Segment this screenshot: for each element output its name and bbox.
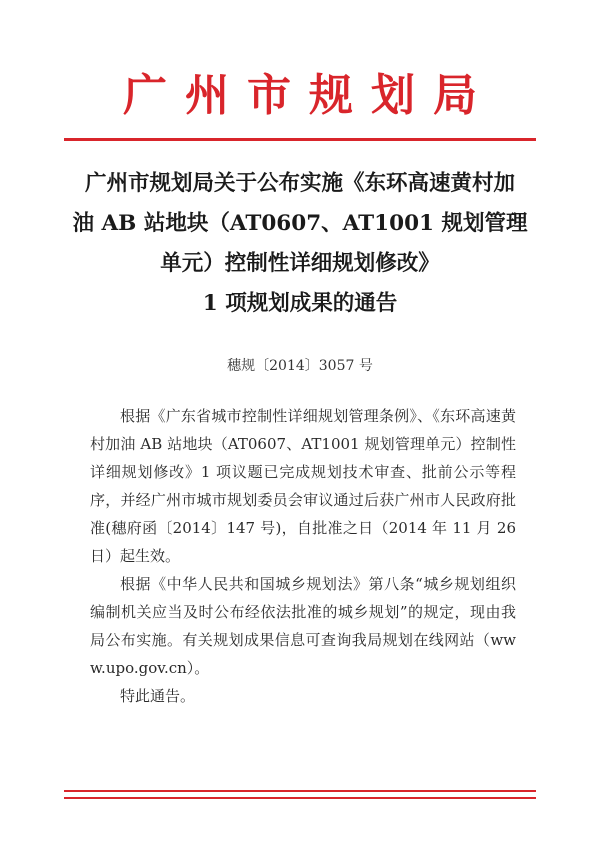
title-line-1: 广州市规划局关于公布实施《东环高速黄村加 xyxy=(84,171,515,196)
title-line-3: 单元）控制性详细规划修改》 xyxy=(160,251,440,276)
document-body xyxy=(90,402,516,710)
body-paragraph-3: 特此通告。 xyxy=(120,687,196,705)
document-title xyxy=(62,164,538,324)
footer-divider-rule-top xyxy=(64,790,536,792)
header-divider-rule xyxy=(64,138,536,141)
issuing-authority-header: 广州市规划局 xyxy=(123,70,495,121)
body-paragraph-1: 根据《广东省城市控制性详细规划管理条例》、《东环高速黄村加油 AB 站地块（AT0607、AT1001 规划管理单元）控制性详细规划修改》1 项议题已完成规划技术审查、批前公示等程序，并经广州市城市规划委员会审议通过后获广州市人民政府批准(穗府函〔2014〕147 号)，自批准之日（2014 年 11 月 26 日）起生效。 xyxy=(90,407,516,565)
footer-divider-rule-bottom xyxy=(64,797,536,799)
title-line-4: 1 项规划成果的通告 xyxy=(202,291,398,316)
title-line-2: 油 AB 站地块（AT0607、AT1001 规划管理 xyxy=(72,211,528,236)
document-number: 穗规〔2014〕3057 号 xyxy=(227,358,373,374)
body-paragraph-2: 根据《中华人民共和国城乡规划法》第八条“城乡规划组织编制机关应当及时公布经依法批准的城乡规划”的规定，现由我局公布实施。有关规划成果信息可查询我局规划在线网站（www.upo.gov.cn）。 xyxy=(90,575,516,677)
